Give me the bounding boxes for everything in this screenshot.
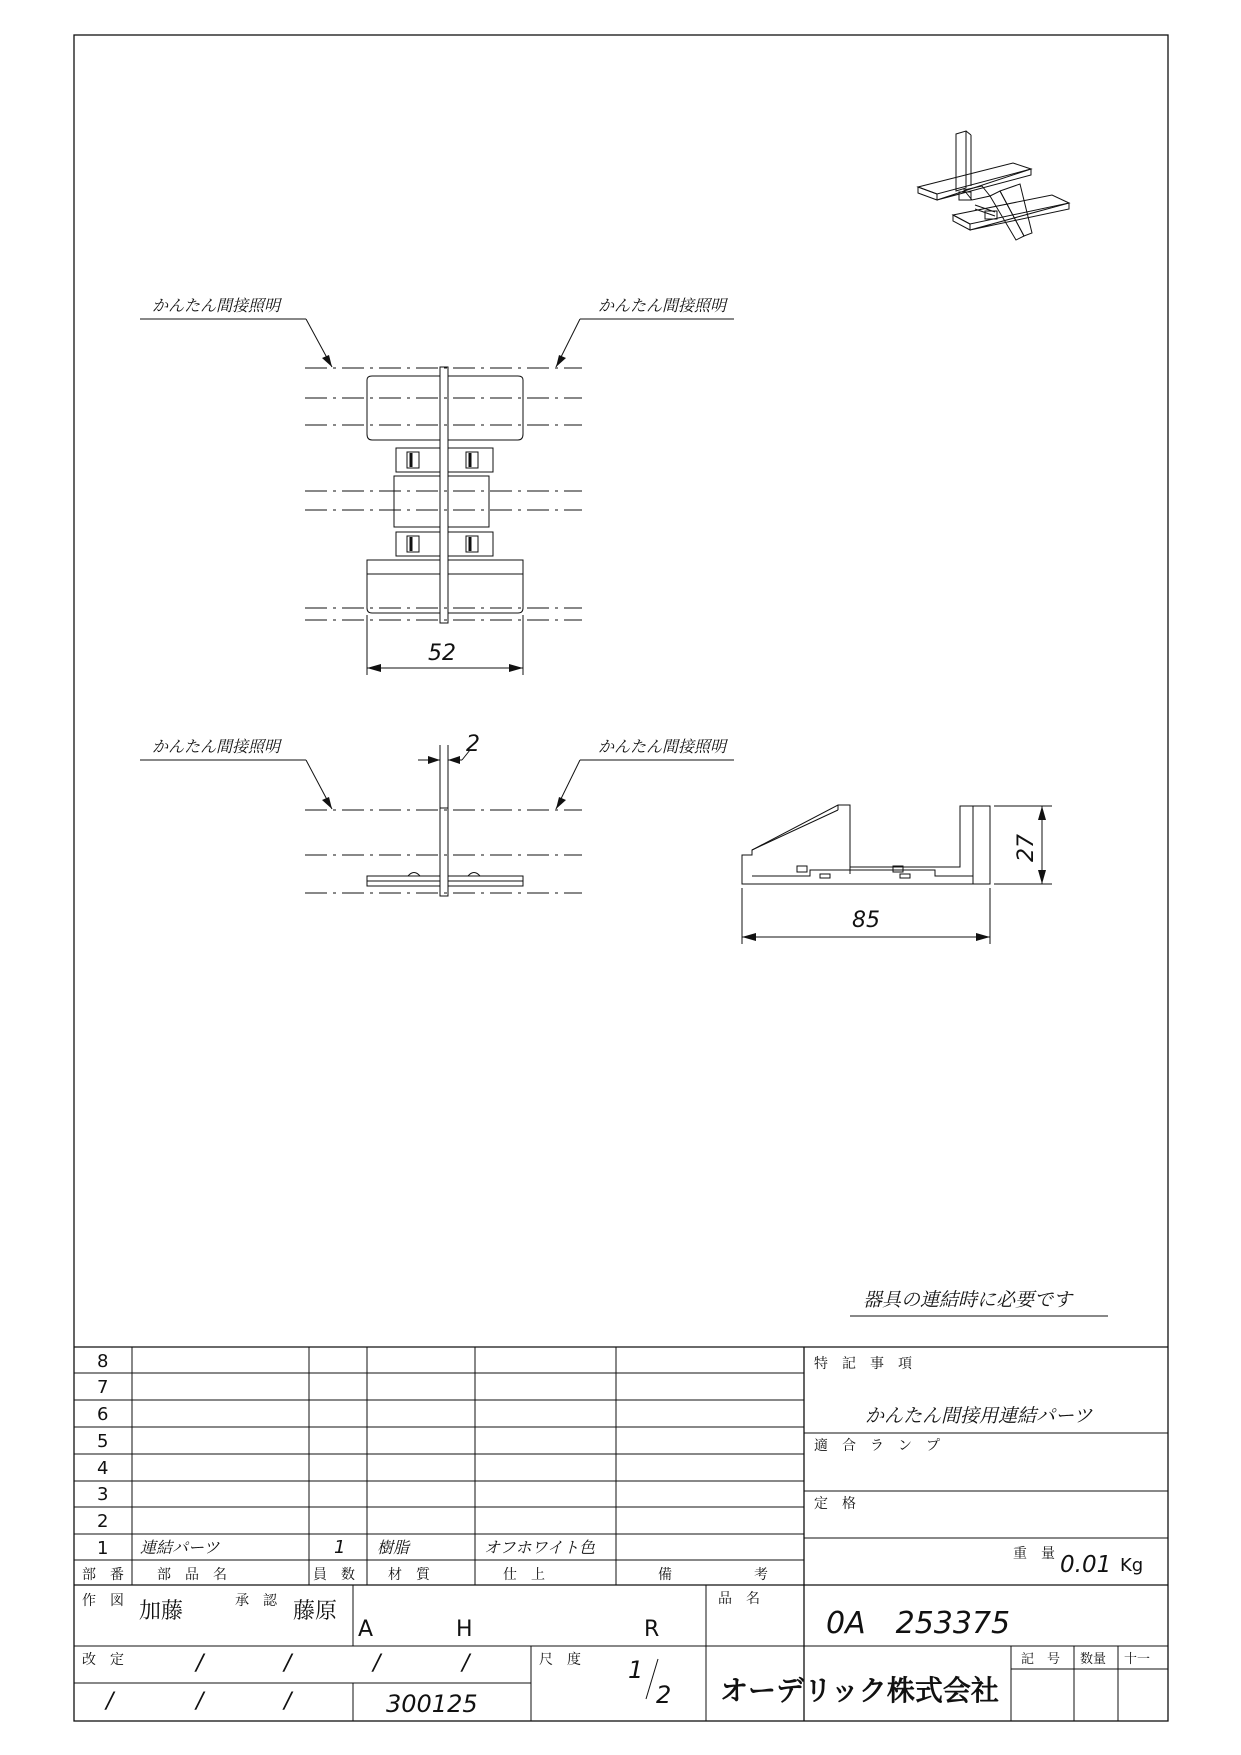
- revision-label: 改 定: [82, 1652, 124, 1668]
- label-kantan-3: かんたん間接照明: [152, 737, 281, 756]
- rev-h: H: [456, 1617, 473, 1642]
- approved-by: 藤原: [293, 1599, 338, 1624]
- count-label: 数量: [1080, 1652, 1107, 1667]
- dim-2: 2: [466, 732, 480, 757]
- dim-52: 52: [428, 641, 456, 666]
- rev-a: A: [358, 1617, 374, 1642]
- scale-denominator: 2: [656, 1681, 672, 1709]
- weight-unit: Kg: [1120, 1555, 1144, 1576]
- row-no-4: 4: [97, 1458, 109, 1479]
- row-no-3: 3: [97, 1484, 109, 1505]
- row-no-5: 5: [97, 1431, 109, 1452]
- dim-27: 27: [1014, 834, 1039, 862]
- plus-minus-label: 十一: [1124, 1652, 1151, 1667]
- dim-85: 85: [852, 908, 880, 933]
- dim-27-group: [994, 806, 1052, 884]
- slash-2: /: [284, 1651, 292, 1676]
- dim-85-group: [742, 888, 990, 944]
- approved-label: 承 認: [235, 1593, 277, 1609]
- note-text: 器具の連結時に必要です: [863, 1289, 1073, 1311]
- isometric-view: [918, 131, 1069, 240]
- special-label: 特 記 事 項: [814, 1356, 912, 1372]
- row-no-1: 1: [97, 1538, 109, 1559]
- product-number: 0A 253375: [826, 1606, 1011, 1641]
- label-kantan-4: かんたん間接照明: [598, 737, 727, 756]
- lamp-label: 適 合 ラ ン プ: [814, 1438, 940, 1454]
- sheet-border: [74, 35, 1168, 1721]
- header-material: 材 質: [388, 1567, 430, 1583]
- product-label: 品 名: [718, 1591, 760, 1607]
- label-kantan-2: かんたん間接照明: [598, 296, 727, 315]
- spec-panel: [814, 1355, 1143, 1578]
- header-finish: 仕 上: [503, 1567, 545, 1583]
- drawn-label: 作 図: [82, 1593, 124, 1609]
- revision-date: 300125: [386, 1690, 478, 1718]
- row-no-8: 8: [97, 1351, 109, 1372]
- symbol-label: 記 号: [1021, 1652, 1061, 1667]
- slash-6: /: [196, 1689, 204, 1714]
- header-no: 部 番: [82, 1567, 124, 1583]
- company-name: オーデリック株式会社: [720, 1674, 999, 1707]
- part-finish: オフホワイト色: [484, 1538, 596, 1557]
- front-view: [140, 732, 734, 896]
- scale-label: 尺 度: [539, 1652, 581, 1668]
- label-kantan-1: かんたん間接照明: [152, 296, 281, 315]
- slash-7: /: [284, 1689, 292, 1714]
- rating-label: 定 格: [814, 1496, 856, 1512]
- part-material: 樹脂: [377, 1538, 410, 1557]
- slash-5: /: [106, 1689, 114, 1714]
- weight-label: 重 量: [1013, 1546, 1055, 1562]
- parts-table: [74, 1347, 1168, 1721]
- special-value: かんたん間接用連結パーツ: [865, 1405, 1093, 1427]
- slash-1: /: [196, 1651, 204, 1676]
- scale-numerator: 1: [628, 1656, 644, 1684]
- part-qty: 1: [334, 1537, 346, 1558]
- header-remarks-b: 考: [754, 1567, 768, 1583]
- row-no-7: 7: [97, 1377, 109, 1398]
- weight-value: 0.01: [1060, 1552, 1112, 1578]
- slash-3: /: [373, 1651, 381, 1676]
- header-remarks-a: 備: [658, 1567, 672, 1583]
- rev-r: R: [644, 1617, 660, 1642]
- part-name: 連結パーツ: [140, 1538, 220, 1557]
- slash-4: /: [462, 1651, 470, 1676]
- row-no-2: 2: [97, 1511, 109, 1532]
- row-no-6: 6: [97, 1404, 109, 1425]
- header-name: 部 品 名: [157, 1567, 227, 1583]
- drawn-by: 加藤: [139, 1599, 184, 1624]
- top-view: [140, 296, 734, 675]
- header-qty: 員 数: [313, 1567, 355, 1583]
- title-block: [74, 1585, 1168, 1721]
- side-view: [742, 805, 990, 884]
